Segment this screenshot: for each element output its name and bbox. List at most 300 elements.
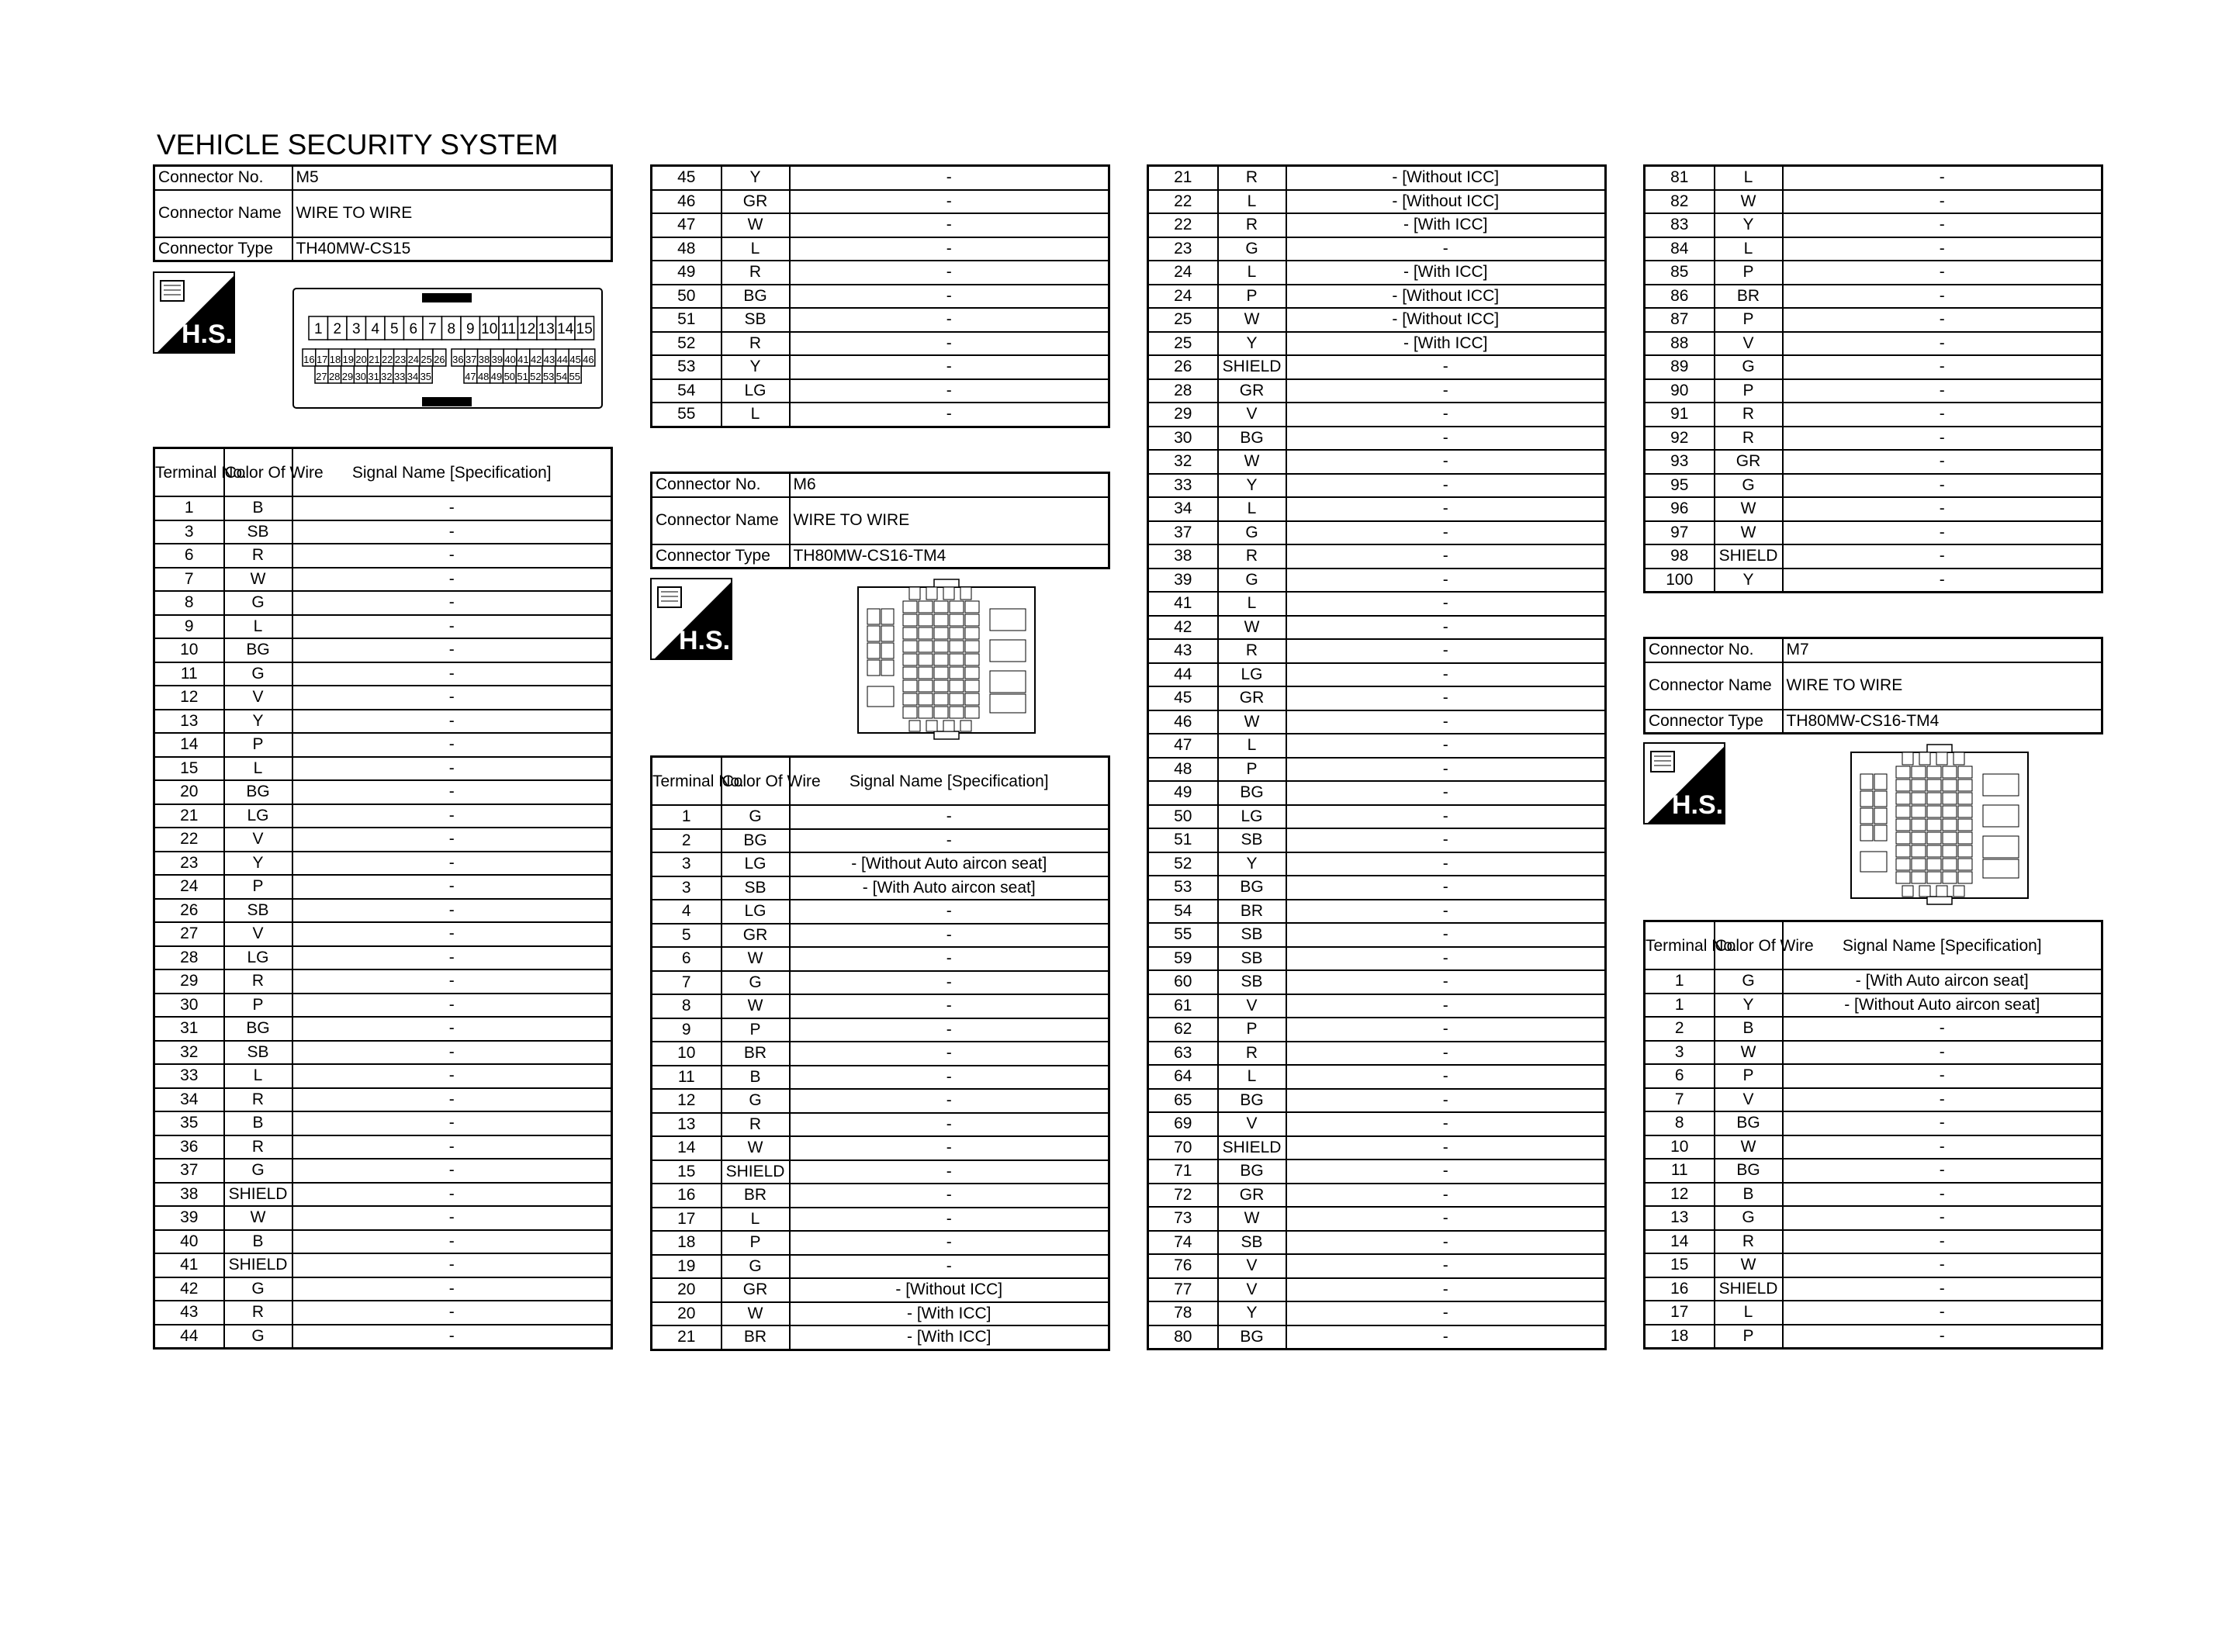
signal-cell: -	[292, 804, 612, 828]
table-row	[1645, 379, 2102, 403]
terminal-cell: 12	[154, 686, 224, 710]
color-header: Color Of Wire	[1715, 921, 1783, 970]
terminal-cell: 63	[1148, 1042, 1218, 1066]
signal-cell: -	[1783, 1064, 2102, 1088]
color-cell: LG	[1218, 805, 1286, 829]
pin-label: 42	[530, 354, 542, 365]
terminal-cell: 74	[1148, 1231, 1218, 1255]
pin-label: 33	[393, 371, 406, 382]
table-row	[1645, 1135, 2102, 1160]
table-row	[1148, 805, 1606, 829]
terminal-cell: 33	[1148, 474, 1218, 498]
terminal-cell: 22	[1148, 213, 1218, 237]
pin-label: 26	[434, 354, 445, 365]
terminal-cell: 70	[1148, 1136, 1218, 1160]
color-cell: P	[224, 994, 292, 1018]
terminal-cell: 25	[1148, 308, 1218, 332]
connector-cavity	[903, 707, 917, 718]
table-row	[1148, 1065, 1606, 1089]
terminal-cell: 82	[1645, 190, 1715, 214]
table-row	[1148, 758, 1606, 782]
terminal-cell: 35	[154, 1111, 224, 1135]
color-cell: P	[1218, 285, 1286, 309]
color-cell: G	[722, 971, 790, 995]
terminal-cell: 98	[1645, 544, 1715, 569]
signal-cell: -	[292, 922, 612, 946]
connector-cavity	[950, 654, 964, 665]
pin-label: 35	[420, 371, 432, 382]
terminal-cell: 80	[1148, 1325, 1218, 1350]
table-row	[652, 1160, 1109, 1184]
color-cell: R	[1218, 1042, 1286, 1066]
color-cell: L	[722, 237, 790, 261]
color-cell: P	[224, 733, 292, 757]
signal-cell: -	[790, 261, 1109, 285]
color-cell: GR	[722, 1278, 790, 1302]
connector-cavity	[965, 654, 979, 665]
terminal-cell: 51	[652, 308, 722, 332]
connector-cavity	[1860, 774, 1873, 790]
color-cell: V	[1218, 1278, 1286, 1302]
table-row	[652, 1231, 1109, 1255]
table-row	[154, 757, 612, 781]
color-cell: R	[722, 332, 790, 356]
table-row	[154, 804, 612, 828]
terminal-cell: 46	[652, 190, 722, 214]
signal-cell: -	[1286, 923, 1606, 947]
color-cell: SB	[1218, 1231, 1286, 1255]
connector-cavity	[1912, 832, 1926, 844]
signal-cell: -	[292, 899, 612, 923]
table-row	[154, 1064, 612, 1088]
table-row	[1645, 1206, 2102, 1230]
signal-cell: -	[790, 1066, 1109, 1090]
connector-cavity	[934, 641, 948, 652]
signal-cell: -	[1286, 569, 1606, 593]
signal-cell: -	[790, 1208, 1109, 1232]
color-cell: LG	[224, 946, 292, 970]
terminal-cell: 31	[154, 1017, 224, 1041]
connector-cavity	[919, 707, 933, 718]
signal-cell: -	[292, 1230, 612, 1254]
connector-cavity	[867, 626, 880, 641]
color-cell: R	[1218, 639, 1286, 663]
signal-cell: -	[790, 1042, 1109, 1066]
color-cell: W	[1218, 308, 1286, 332]
terminal-cell: 28	[1148, 379, 1218, 403]
connector-cavity	[1896, 793, 1910, 804]
color-cell: P	[1218, 1018, 1286, 1042]
connector-cavity	[965, 641, 979, 652]
connector-cavity	[1912, 766, 1926, 778]
terminal-cell: 13	[1645, 1206, 1715, 1230]
terminal-cell: 14	[1645, 1230, 1715, 1254]
signal-cell: -	[1286, 663, 1606, 687]
table-row	[1645, 1230, 2102, 1254]
terminal-cell: 2	[652, 829, 722, 853]
connector-cavity	[965, 707, 979, 718]
connector-cavity	[903, 627, 917, 639]
signal-cell: -	[1286, 852, 1606, 876]
harness-side-icon	[1643, 742, 1725, 824]
table-row	[652, 1325, 1109, 1350]
terminal-cell: 43	[154, 1301, 224, 1325]
color-cell: P	[1715, 1064, 1783, 1088]
color-cell: LG	[722, 852, 790, 876]
table-row	[1148, 261, 1606, 285]
color-cell: P	[1715, 379, 1783, 403]
pin-label: 4	[371, 321, 380, 337]
table-row	[1148, 1278, 1606, 1302]
color-cell: BG	[1218, 781, 1286, 805]
signal-cell: -	[790, 1231, 1109, 1255]
terminal-cell: 37	[154, 1159, 224, 1183]
table-row	[154, 994, 612, 1018]
m6-terminal-table-cont	[1147, 164, 1607, 1350]
table-row	[652, 1018, 1109, 1042]
color-cell: W	[1715, 1041, 1783, 1065]
terminal-cell: 3	[652, 876, 722, 900]
terminal-cell: 1	[1645, 969, 1715, 994]
table-row	[154, 710, 612, 734]
terminal-cell: 90	[1645, 379, 1715, 403]
connector-cavity	[1927, 845, 1941, 857]
connector-cavity	[934, 707, 948, 718]
table-row	[1148, 686, 1606, 710]
connector-name-label: Connector Name	[154, 190, 292, 237]
color-cell: G	[722, 1255, 790, 1279]
color-cell: P	[224, 875, 292, 899]
signal-cell: -	[1783, 1183, 2102, 1207]
signal-cell: -	[1286, 427, 1606, 451]
table-row	[1148, 947, 1606, 971]
connector-cavity	[919, 693, 933, 705]
table-row	[1645, 969, 2102, 994]
connector-cavity	[1896, 779, 1910, 791]
table-row	[1645, 474, 2102, 498]
signal-cell: -	[1783, 1253, 2102, 1277]
connector-cavity	[1896, 819, 1910, 831]
signal-cell: -	[1286, 1018, 1606, 1042]
color-cell: SB	[1218, 828, 1286, 852]
connector-cavity	[950, 641, 964, 652]
hs-label: H.S.	[181, 320, 234, 349]
color-cell: BR	[722, 1325, 790, 1350]
harness-side-icon	[153, 271, 235, 354]
color-cell: Y	[722, 166, 790, 190]
terminal-cell: 21	[154, 804, 224, 828]
m7-terminal-table	[1643, 920, 2103, 1350]
signal-cell: -	[1286, 900, 1606, 924]
table-row	[1645, 1111, 2102, 1135]
color-cell: BG	[1218, 427, 1286, 451]
signal-cell: -	[1286, 947, 1606, 971]
signal-cell: -	[1286, 758, 1606, 782]
signal-cell: -	[292, 1253, 612, 1277]
terminal-cell: 13	[652, 1113, 722, 1137]
terminal-cell: 78	[1148, 1301, 1218, 1325]
m5-terminal-table-cont	[650, 164, 1110, 428]
color-cell: SHIELD	[722, 1160, 790, 1184]
table-row	[154, 1206, 612, 1230]
table-row	[1645, 1159, 2102, 1183]
connector-cavity	[867, 609, 880, 624]
connector-cavity	[919, 680, 933, 692]
connector-no-label: Connector No.	[1645, 638, 1783, 662]
color-cell: BG	[1715, 1159, 1783, 1183]
connector-cavity	[1912, 793, 1926, 804]
signal-cell: -	[292, 686, 612, 710]
color-cell: GR	[722, 924, 790, 948]
signal-cell: -	[1783, 403, 2102, 427]
pin-label: 9	[465, 321, 475, 337]
table-row	[154, 662, 612, 686]
color-cell: Y	[1218, 332, 1286, 356]
terminal-cell: 83	[1645, 213, 1715, 237]
color-cell: V	[1715, 332, 1783, 356]
pin-label: 20	[355, 354, 367, 365]
signal-cell: -	[292, 1277, 612, 1301]
connector-cavity	[1958, 806, 1972, 817]
connector-cavity	[965, 667, 979, 679]
table-row	[1645, 1253, 2102, 1277]
connector-type-label: Connector Type	[154, 237, 292, 261]
signal-cell: -	[292, 662, 612, 686]
connector-type-label: Connector Type	[1645, 710, 1783, 734]
terminal-cell: 36	[154, 1135, 224, 1160]
color-cell: V	[224, 922, 292, 946]
terminal-cell: 39	[154, 1206, 224, 1230]
signal-cell: -	[292, 1088, 612, 1112]
color-cell: P	[1715, 261, 1783, 285]
signal-cell: -	[292, 994, 612, 1018]
table-row	[1645, 544, 2102, 569]
table-row	[1148, 213, 1606, 237]
connector-name-label: Connector Name	[1645, 662, 1783, 710]
terminal-cell: 91	[1645, 403, 1715, 427]
table-row	[1148, 1089, 1606, 1113]
connector-cavity	[881, 609, 894, 624]
table-row	[652, 1208, 1109, 1232]
pin-label: 31	[368, 371, 379, 382]
terminal-cell: 72	[1148, 1184, 1218, 1208]
terminal-cell: 11	[154, 662, 224, 686]
color-cell: W	[1715, 190, 1783, 214]
color-cell: R	[224, 1135, 292, 1160]
color-cell: L	[1715, 1301, 1783, 1325]
terminal-cell: 21	[1148, 166, 1218, 190]
color-cell: R	[1218, 166, 1286, 190]
table-row	[154, 1111, 612, 1135]
terminal-cell: 95	[1645, 474, 1715, 498]
pin-label: 29	[341, 371, 354, 382]
color-cell: BG	[722, 285, 790, 309]
signal-cell: -	[1286, 734, 1606, 758]
terminal-cell: 5	[652, 924, 722, 948]
table-row	[154, 1253, 612, 1277]
terminal-cell: 55	[652, 403, 722, 427]
table-row	[1645, 166, 2102, 190]
signal-cell: -	[1783, 237, 2102, 261]
connector-name-value: WIRE TO WIRE	[1783, 662, 2102, 710]
terminal-cell: 8	[1645, 1111, 1715, 1135]
m6-connector-info	[650, 472, 1110, 569]
signal-cell: -	[1286, 1160, 1606, 1184]
page-title: VEHICLE SECURITY SYSTEM	[157, 129, 559, 161]
signal-cell: -	[790, 285, 1109, 309]
color-cell: G	[1218, 569, 1286, 593]
color-cell: G	[224, 1159, 292, 1183]
connector-cavity	[926, 721, 937, 731]
terminal-cell: 29	[154, 969, 224, 994]
table-row	[154, 638, 612, 662]
color-cell: LG	[722, 379, 790, 403]
pin-label: 28	[328, 371, 341, 382]
pin-label: 13	[538, 321, 555, 337]
terminal-cell: 10	[652, 1042, 722, 1066]
table-row	[652, 1302, 1109, 1326]
signal-cell: -	[1783, 1206, 2102, 1230]
color-cell: W	[1218, 710, 1286, 734]
table-row	[1645, 1325, 2102, 1349]
terminal-cell: 38	[154, 1183, 224, 1207]
connector-cavity	[934, 654, 948, 665]
connector-cavity	[1958, 832, 1972, 844]
signal-cell: -	[292, 946, 612, 970]
table-row	[1645, 521, 2102, 545]
connector-cavity	[881, 626, 894, 641]
connector-cavity	[934, 579, 959, 587]
pin-label: 32	[381, 371, 393, 382]
color-cell: R	[1715, 1230, 1783, 1254]
connector-type-value: TH80MW-CS16-TM4	[1783, 710, 2102, 734]
color-cell: R	[1715, 427, 1783, 451]
table-row	[1148, 403, 1606, 427]
table-row	[1148, 1207, 1606, 1231]
terminal-cell: 60	[1148, 970, 1218, 994]
pin-label: 55	[569, 371, 581, 382]
color-cell: SB	[224, 899, 292, 923]
signal-cell: -	[1286, 1301, 1606, 1325]
color-cell: W	[722, 213, 790, 237]
color-cell: SHIELD	[224, 1253, 292, 1277]
connector-cavity	[1943, 845, 1957, 857]
color-cell: R	[224, 969, 292, 994]
connector-cavity	[1927, 766, 1941, 778]
connector-cavity	[903, 641, 917, 652]
color-cell: SHIELD	[224, 1183, 292, 1207]
signal-cell: -	[1286, 1112, 1606, 1136]
terminal-cell: 18	[652, 1231, 722, 1255]
terminal-cell: 62	[1148, 1018, 1218, 1042]
connector-cavity	[950, 693, 964, 705]
signal-cell: -	[1286, 970, 1606, 994]
table-row	[652, 876, 1109, 900]
connector-cavity	[1860, 791, 1873, 807]
connector-no-value: M5	[292, 166, 612, 190]
table-row	[154, 1135, 612, 1160]
signal-cell: -	[790, 829, 1109, 853]
color-cell: Y	[1218, 852, 1286, 876]
connector-cavity	[950, 680, 964, 692]
pin-label: 39	[491, 354, 504, 365]
table-row	[1148, 828, 1606, 852]
color-cell: BG	[1218, 876, 1286, 900]
table-row	[1148, 1325, 1606, 1350]
signal-cell: -	[1286, 1136, 1606, 1160]
pin-label: 54	[555, 371, 568, 382]
color-cell: BG	[224, 638, 292, 662]
terminal-cell: 9	[154, 615, 224, 639]
connector-cavity	[934, 614, 948, 626]
connector-cavity	[1958, 872, 1972, 883]
table-row	[154, 1230, 612, 1254]
connector-cavity	[965, 614, 979, 626]
color-cell: R	[1218, 544, 1286, 569]
connector-type-value: TH80MW-CS16-TM4	[790, 544, 1109, 569]
signal-cell: -	[1783, 1277, 2102, 1301]
table-row	[652, 1255, 1109, 1279]
terminal-header: Terminal No.	[154, 448, 224, 497]
terminal-cell: 6	[652, 947, 722, 971]
signal-cell: -	[790, 332, 1109, 356]
connector-cavity	[1896, 845, 1910, 857]
table-row	[652, 355, 1109, 379]
signal-cell: -	[292, 1017, 612, 1041]
connector-cavity	[1943, 793, 1957, 804]
pin-label: 53	[542, 371, 555, 382]
color-cell: L	[224, 1064, 292, 1088]
terminal-cell: 69	[1148, 1112, 1218, 1136]
table-row	[154, 568, 612, 592]
terminal-cell: 14	[154, 733, 224, 757]
color-cell: G	[1218, 521, 1286, 545]
table-row	[1645, 450, 2102, 474]
table-row	[1645, 190, 2102, 214]
connector-cavity	[1954, 886, 1964, 897]
terminal-cell: 55	[1148, 923, 1218, 947]
table-row	[1148, 994, 1606, 1018]
connector-cavity	[1927, 793, 1941, 804]
signal-cell: -	[1783, 1111, 2102, 1135]
terminal-cell: 54	[1148, 900, 1218, 924]
pin-label: 25	[420, 354, 432, 365]
terminal-cell: 15	[652, 1160, 722, 1184]
terminal-cell: 42	[1148, 616, 1218, 640]
connector-cavity	[1983, 859, 2019, 878]
connector-cavity	[950, 627, 964, 639]
color-cell: Y	[1715, 569, 1783, 593]
signal-cell: -	[292, 1325, 612, 1349]
pin-label: 1	[313, 321, 323, 337]
connector-cavity	[1896, 832, 1910, 844]
pin-label: 3	[351, 321, 361, 337]
terminal-cell: 48	[652, 237, 722, 261]
table-row	[154, 1301, 612, 1325]
signal-cell: -	[790, 166, 1109, 190]
pin-label: 18	[329, 354, 341, 365]
connector-cavity	[1896, 872, 1910, 883]
color-cell: GR	[722, 190, 790, 214]
table-row	[154, 544, 612, 568]
color-cell: W	[224, 568, 292, 592]
signal-cell: -	[1286, 379, 1606, 403]
pin-label: 50	[504, 371, 516, 382]
pin-label: 7	[427, 321, 437, 337]
connector-cavity	[919, 627, 933, 639]
table-row	[154, 615, 612, 639]
terminal-cell: 4	[652, 900, 722, 924]
